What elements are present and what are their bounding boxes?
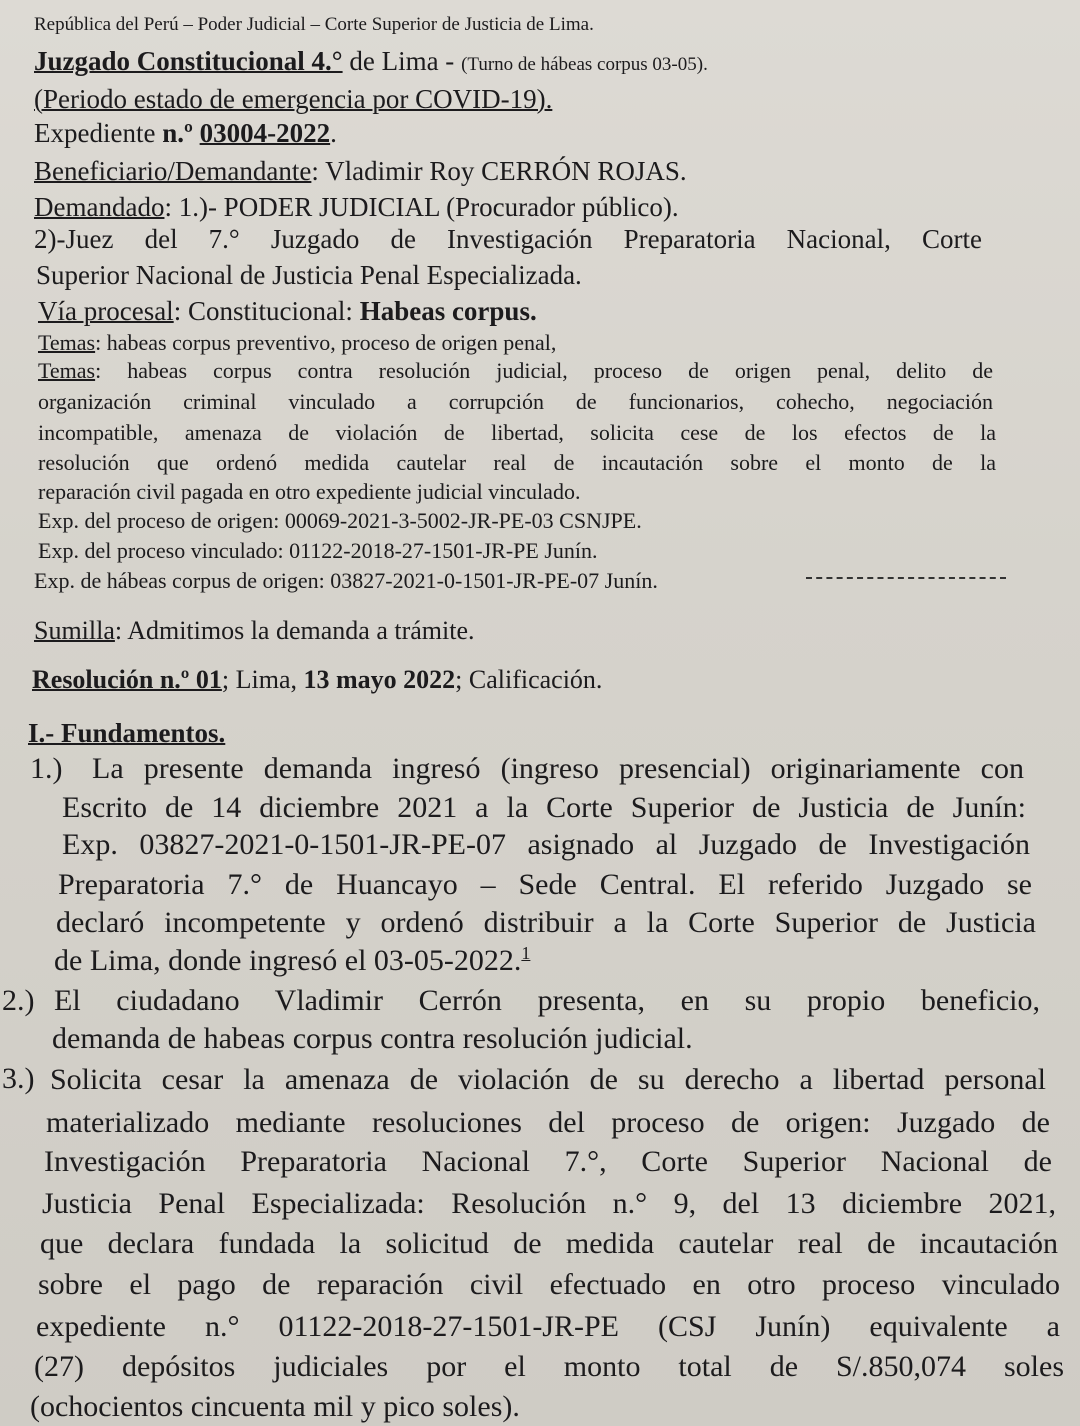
demandado2-line1: 2)-Juez del 7.° Juzgado de Investigación Preparatoria Nacional, Corte <box>34 224 982 254</box>
paragraph-3-line: (27) depósitos judiciales por el monto total de S/.850,074 soles <box>34 1350 1064 1383</box>
temas1-line <box>38 330 556 356</box>
via-label: Vía procesal <box>38 296 174 326</box>
paragraph-1-line: Escrito de 14 diciembre 2021 a la Corte Superior de Justicia de Junín: <box>62 791 1026 824</box>
expediente-line <box>34 118 337 149</box>
paragraph-3-line: Investigación Preparatoria Nacional 7.°, Corte Superior Nacional de <box>44 1145 1052 1178</box>
section-title: I.- Fundamentos. <box>28 718 226 748</box>
paragraph-2-line: El ciudadano Vladimir Cerrón presenta, en su propio beneficio, <box>54 984 1040 1017</box>
demandado-line <box>34 192 679 223</box>
footnote-ref[interactable]: 1 <box>521 943 531 963</box>
juzgado-name: Juzgado Constitucional 4.° <box>34 46 343 76</box>
paragraph-1-number: 1.) <box>30 752 63 785</box>
temas2-line4: resolución que ordenó medida cautelar real de incautación sobre el monto de la <box>38 450 996 475</box>
paragraph-1-line: declaró incompetente y ordenó distribuir a la Corte Superior de Justicia <box>56 906 1036 939</box>
paragraph-3-number: 3.) <box>2 1062 35 1095</box>
temas1-value: : habeas corpus preventivo, proceso de origen penal, <box>95 330 557 355</box>
beneficiario-value: : Vladimir Roy CERRÓN ROJAS. <box>311 156 687 186</box>
paragraph-1-line: La presente demanda ingresó (ingreso presencial) originariamente con <box>92 752 1024 785</box>
beneficiario-label: Beneficiario/Demandante <box>34 156 312 186</box>
expediente-n: n.º <box>162 118 200 148</box>
temas2-line2: organización criminal vinculado a corrupción de funcionarios, cohecho, negociación <box>38 389 993 414</box>
paragraph-2-line: demanda de habeas corpus contra resolución judicial. <box>52 1022 693 1055</box>
exp-vinculado: Exp. del proceso vinculado: 01122-2018-27-1501-JR-PE Junín. <box>38 538 598 563</box>
resolucion-line <box>32 665 602 695</box>
exp-origen: Exp. del proceso de origen: 00069-2021-3-5002-JR-PE-03 CSNJPE. <box>38 508 642 533</box>
expediente-number: 03004-2022 <box>199 118 331 148</box>
paragraph-3-line: materializado mediante resoluciones del proceso de origen: Juzgado de <box>46 1106 1050 1139</box>
demandado-label: Demandado <box>34 192 165 222</box>
via-procesal-line <box>38 296 537 327</box>
temas2-line3: incompatible, amenaza de violación de libertad, solicita cese de los efectos de la <box>38 420 996 445</box>
sumilla-value: : Admitimos la demanda a trámite. <box>114 616 475 645</box>
juzgado-city: de Lima - <box>342 46 462 76</box>
temas1-label: Temas <box>38 330 96 355</box>
court-header: República del Perú – Poder Judicial – Corte Superior de Justicia de Lima. <box>34 14 594 35</box>
beneficiario-line <box>34 156 687 187</box>
paragraph-3-line: expediente n.° 01122-2018-27-1501-JR-PE (CSJ Junín) equivalente a <box>36 1310 1060 1343</box>
demandado2-line2: Superior Nacional de Justicia Penal Especializada. <box>36 260 582 290</box>
resolucion-label: Resolución n.º 01 <box>32 665 222 694</box>
paragraph-3-line: que declara fundada la solicitud de medida cautelar real de incautación <box>40 1227 1058 1260</box>
paragraph-3-line: (ochocientos cincuenta mil y pico soles). <box>30 1390 520 1423</box>
expediente-end: . <box>330 118 337 148</box>
temas2-line5: reparación civil pagada en otro expediente judicial vinculado. <box>38 479 581 504</box>
expediente-label: Expediente <box>34 118 163 148</box>
paragraph-3-line: sobre el pago de reparación civil efectuado en otro proceso vinculado <box>38 1268 1060 1301</box>
paragraph-1-line: Exp. 03827-2021-0-1501-JR-PE-07 asignado al Juzgado de Investigación <box>62 828 1030 861</box>
temas2-label: Temas <box>38 358 96 383</box>
demandado-value: : 1.)- PODER JUDICIAL (Procurador público). <box>164 192 679 222</box>
turno-text: (Turno de hábeas corpus 03-05). <box>461 54 708 75</box>
dotted-separator <box>806 577 1006 579</box>
paragraph-1-line: Preparatoria 7.° de Huancayo – Sede Central. El referido Juzgado se <box>58 868 1032 901</box>
resolucion-date: 13 mayo 2022 <box>303 665 456 694</box>
paragraph-1-line: de Lima, donde ingresó el 03-05-2022.$^1$ <box>54 943 531 977</box>
resolucion-end: ; Calificación. <box>455 665 603 694</box>
resolucion-value: ; Lima, <box>221 665 304 694</box>
periodo-line: (Periodo estado de emergencia por COVID-19). <box>34 84 553 114</box>
exp-hc-origen: Exp. de hábeas corpus de origen: 03827-2021-0-1501-JR-PE-07 Junín. <box>34 568 658 593</box>
temas2-line1: Temas: habeas corpus contra resolución judicial, proceso de origen penal, delito de <box>38 358 993 383</box>
paragraph-3-line: Justicia Penal Especializada: Resolución n.° 9, del 13 diciembre 2021, <box>42 1187 1056 1220</box>
paragraph-2-number: 2.) <box>2 984 35 1017</box>
paragraph-3-line: Solicita cesar la amenaza de violación de su derecho a libertad personal <box>50 1063 1046 1096</box>
juzgado-line <box>34 46 708 77</box>
sumilla-line <box>34 616 475 646</box>
via-bold: Habeas corpus. <box>359 296 537 326</box>
sumilla-label: Sumilla <box>34 616 115 645</box>
via-value: : Constitucional: <box>173 296 360 326</box>
